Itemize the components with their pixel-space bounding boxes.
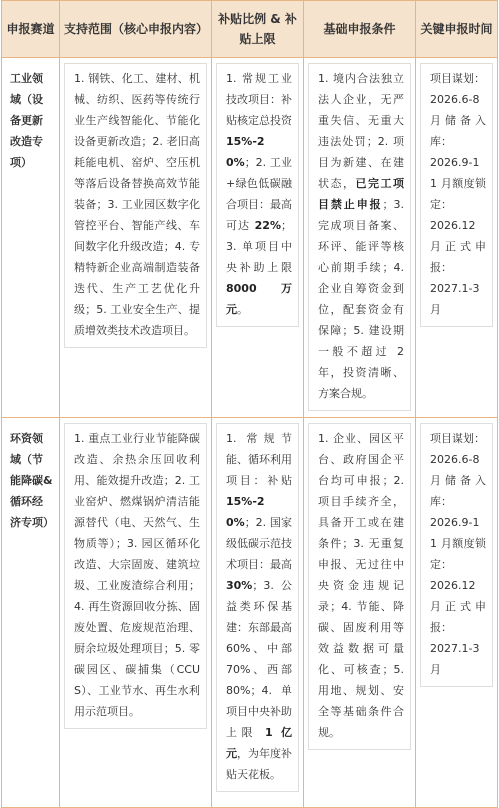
text-segment: 1. 常规工业技改项目：补贴核定总投资 (226, 72, 292, 127)
time-line: 2026.9-11 月额度锁定： (430, 516, 486, 571)
conditions-text (308, 63, 411, 411)
time-cell (416, 58, 498, 418)
text-segment: ；3. 单项目中央补助上限 (226, 219, 292, 274)
time-line: 2027.1-3 月 (430, 282, 480, 316)
highlight-text: 8000 万元 (226, 282, 292, 316)
highlight-text: 15%-20% (226, 495, 265, 529)
header-track: 申报赛道 (2, 1, 60, 58)
highlight-text: 30% (226, 579, 253, 592)
conditions-cell (304, 58, 416, 418)
table-row (2, 58, 498, 418)
time-line: 2027.1-3 月 (430, 642, 480, 676)
header-conditions: 基础申报条件 (304, 1, 416, 58)
time-line: 2026.6-8 月储备入库： (430, 453, 486, 508)
conditions-text (308, 423, 411, 750)
text-segment: ；2. 工业+绿色低碳融合项目：最高可达 (226, 156, 292, 232)
text-segment: 1. 境内合法独立法人企业，无严重失信、无重大违法处罚；2. 项目为新建、在建状态， (318, 72, 404, 190)
text-segment: 。 (237, 303, 248, 316)
time-line: 项目谋划： (430, 72, 485, 85)
scope-cell (60, 58, 212, 418)
text-segment: 1. 企业、园区平台、政府国企平台均可申报；2. 项目手续齐全，具备开工或在建条件；3. 无重复申报、无过往中央资金违规记录；4. 节能、降碳、固废利用等效益数据可量化、可核查；5. 用地、规划、安全等基础条件合规。 (318, 432, 404, 739)
text-segment: ；2. 国家级低碳示范技术项目：最高 (226, 516, 292, 571)
time-line: 2026.12 月正式申报： (430, 219, 486, 274)
highlight-text: 22% (254, 219, 281, 232)
subsidy-cell (212, 58, 304, 418)
track-cell: 环资领域（节能降碳&循环经济专项） (2, 418, 60, 808)
subsidy-text (216, 423, 299, 792)
header-time: 关键申报时间 (416, 1, 498, 58)
time-line: 项目谋划： (430, 432, 485, 445)
header-scope: 支持范围（核心申报内容） (60, 1, 212, 58)
subsidy-text (216, 63, 299, 327)
subsidy-cell (212, 418, 304, 808)
time-cell (416, 418, 498, 808)
track-cell: 工业领域（设备更新改造专项） (2, 58, 60, 418)
scope-text: 1. 重点工业行业节能降碳改造、余热余压回收利用、能效提升改造；2. 工业窑炉、燃煤锅炉清洁能源替代（电、天然气、生物质等）；3. 园区循环化改造、大宗固废、建筑垃圾、工业废渣综合利用；4. 再生资源回收分拣、固废处置、危废规范治理、厨余垃圾处理项目；5. 零碳园区、碳捕集（CCUS）、工业节水、再生水利用示范项目。 (64, 423, 207, 729)
text-segment: ；3. 完成项目备案、环评、能评等核心前期手续；4. 企业自筹资金到位，配套资金有保障；5. 建设期一般不超过 2 年，投资清晰、方案合规。 (318, 198, 404, 400)
time-line: 2026.6-8 月储备入库： (430, 93, 486, 148)
conditions-cell (304, 418, 416, 808)
highlight-text: 1 亿元 (226, 726, 293, 760)
policy-table (1, 0, 498, 808)
time-line: 2026.9-11 月额度锁定： (430, 156, 486, 211)
time-text (420, 63, 493, 327)
text-segment: 1. 常规节能、循环利用项目：补贴 (226, 432, 292, 487)
time-line: 2026.12 月正式申报： (430, 579, 486, 634)
header-subsidy: 补贴比例 & 补贴上限 (212, 1, 304, 58)
scope-cell (60, 418, 212, 808)
text-segment: ；3. 公益类环保基建：东部最高 60%、中部 70%、西部 80%；4. 单项目中央补助上限 (226, 579, 292, 739)
scope-text: 1. 钢铁、化工、建材、机械、纺织、医药等传统行业生产线智能化、节能化设备更新改造；2. 老旧高耗能电机、窑炉、空压机等落后设备替换高效节能装备；3. 工业园区数字化管控平台、智能产线、车间数字化升级改造；4. 专精特新企业高端制造装备迭代、生产工艺优化升级；5. 工业安全生产、提质增效类技术改造项目。 (64, 63, 207, 348)
header-row (2, 1, 498, 58)
highlight-text: 已完工项目禁止申报 (318, 177, 404, 211)
time-text (420, 423, 493, 687)
table-row (2, 418, 498, 808)
text-segment: ，为年度补贴天花板。 (226, 747, 292, 781)
highlight-text: 15%-20% (226, 135, 265, 169)
